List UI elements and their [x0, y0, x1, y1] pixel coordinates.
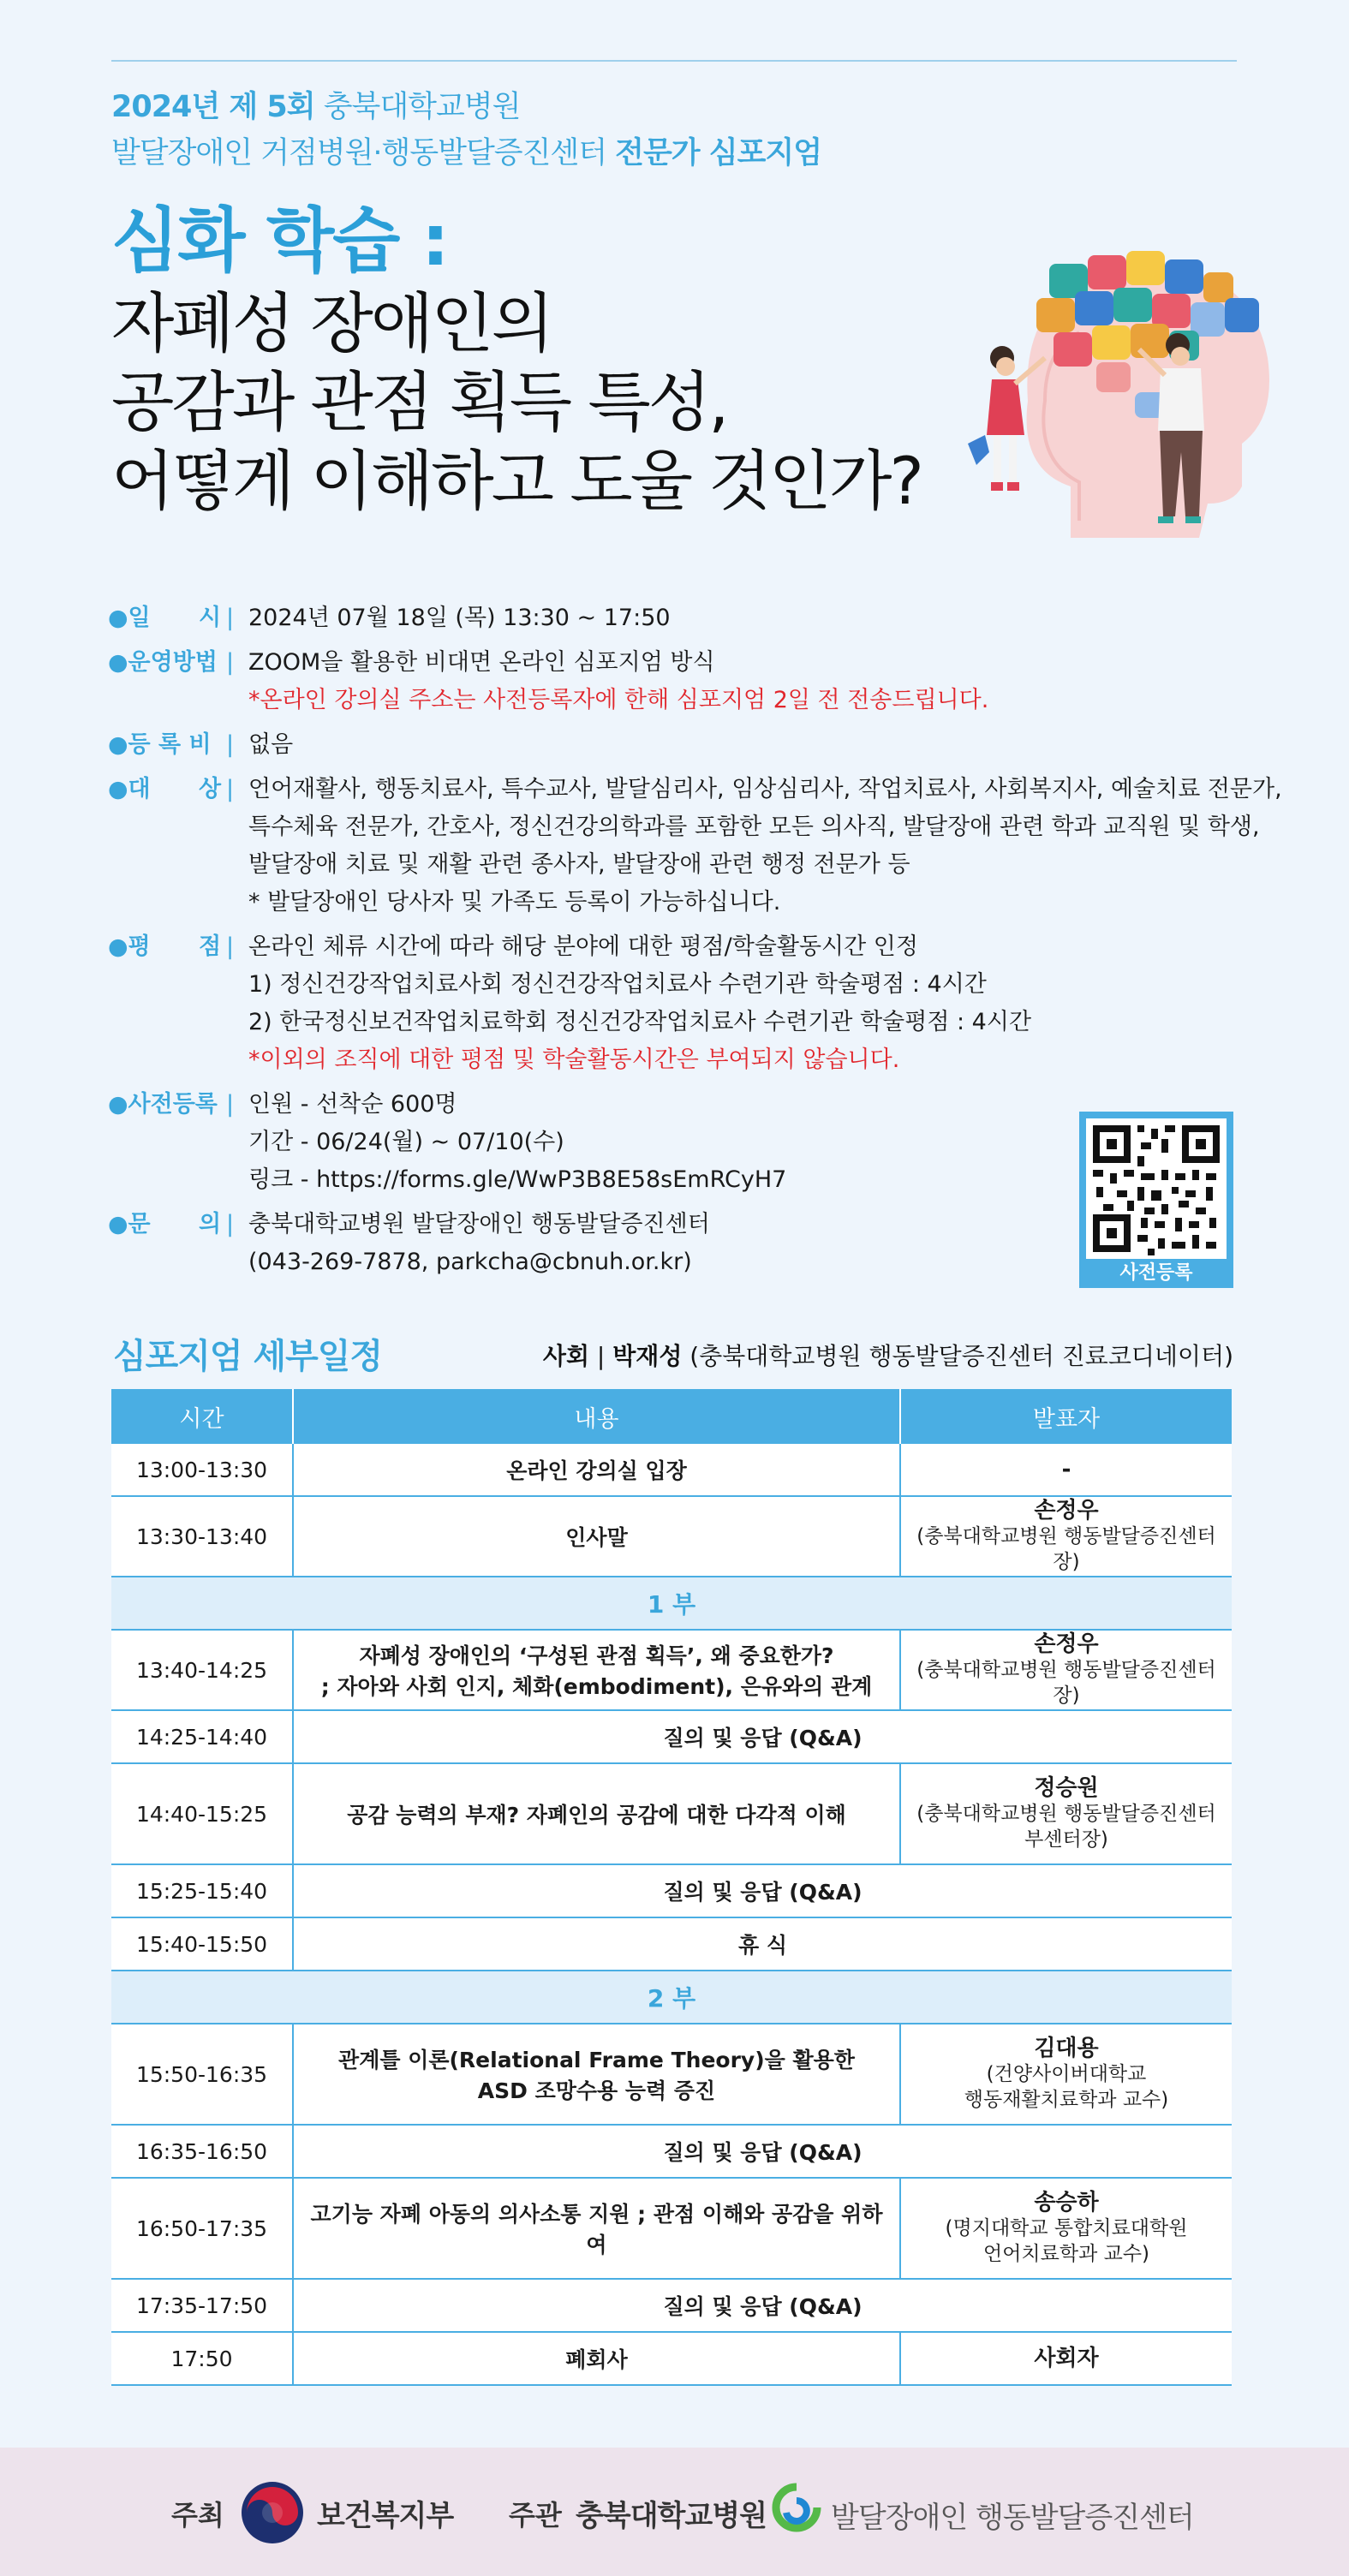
target-line: 언어재활사, 행동치료사, 특수교사, 발달심리사, 임상심리사, 작업치료사, 사회복지사, 예술치료 전문가,	[248, 776, 1282, 802]
row-speaker	[900, 2178, 1232, 2279]
table-row	[111, 1763, 1232, 1864]
organizer-hospital: 충북대학교병원	[576, 2499, 767, 2533]
event-header	[111, 84, 968, 176]
table-row	[111, 1710, 1232, 1763]
host-center: 발달장애인 거점병원·행동발달증진센터	[111, 136, 616, 170]
info-date	[108, 599, 1273, 637]
separator: |	[226, 649, 235, 676]
info-fee	[108, 726, 1273, 764]
separator: |	[589, 1342, 613, 1370]
target-line: 특수체육 전문가, 간호사, 정신건강의학과를 포함한 모든 의사직, 발달장애 관련 학과 교직원 및 학생,	[248, 814, 1260, 840]
speaker-affiliation: 언어치료학과 교수)	[982, 2243, 1150, 2265]
host-organization: 보건복지부	[317, 2499, 454, 2533]
speaker-affiliation: (충북대학교병원 행동발달증진센터	[916, 1803, 1216, 1825]
contact-details: (043-269-7878, parkcha@cbnuh.or.kr)	[248, 1249, 692, 1275]
qr-code-icon	[1086, 1118, 1227, 1259]
method-value: ZOOM을 활용한 비대면 온라인 심포지엄 방식	[248, 649, 715, 676]
row-time: 15:40-15:50	[111, 1917, 293, 1971]
row-time: 16:50-17:35	[111, 2178, 293, 2279]
info-target	[108, 771, 1282, 921]
schedule-table	[111, 1389, 1232, 2386]
date-value: 2024년 07월 18일 (목) 13:30 ~ 17:50	[248, 605, 671, 631]
speaker-affiliation: (건양사이버대학교	[986, 2063, 1147, 2085]
table-row	[111, 1496, 1232, 1577]
table-header-row	[111, 1389, 1232, 1444]
separator: |	[226, 605, 235, 631]
moderator-affiliation: (충북대학교병원 행동발달증진센터 진료코디네이터)	[682, 1342, 1233, 1370]
puzzle-head-illustration	[968, 230, 1285, 555]
method-label: ●운영방법	[108, 649, 218, 676]
table-row	[111, 1630, 1232, 1710]
row-time: 13:30-13:40	[111, 1496, 293, 1577]
row-speaker	[900, 1763, 1232, 1864]
contact-org: 충북대학교병원 발달장애인 행동발달증진센터	[248, 1211, 710, 1237]
speaker-affiliation: (명지대학교 통합치료대학원	[945, 2217, 1188, 2239]
row-content: 질의 및 응답 (Q&A)	[293, 2125, 1232, 2178]
table-row	[111, 2332, 1232, 2385]
row-speaker	[900, 1630, 1232, 1710]
row-time: 14:40-15:25	[111, 1763, 293, 1864]
info-method	[108, 644, 1273, 719]
target-line: * 발달장애인 당사자 및 가족도 등록이 가능하십니다.	[248, 889, 781, 915]
separator: |	[226, 776, 235, 802]
fee-label: ●등 록 비	[108, 731, 212, 758]
page-title	[111, 199, 1011, 521]
section-label: 1 부	[111, 1577, 1232, 1630]
row-content: 질의 및 응답 (Q&A)	[293, 2279, 1232, 2332]
column-header-time: 시간	[111, 1389, 293, 1444]
target-label: ●대 상	[108, 776, 222, 802]
row-content: 고기능 자폐 아동의 의사소통 지원 ; 관점 이해와 공감을 위하여	[293, 2178, 900, 2279]
row-content: 인사말	[293, 1496, 900, 1577]
title-line-2: 자폐성 장애인의	[111, 285, 552, 361]
top-divider	[111, 60, 1237, 62]
row-time: 15:50-16:35	[111, 2024, 293, 2125]
separator: |	[226, 1091, 235, 1118]
center-logo-icon	[771, 2482, 822, 2537]
row-content	[293, 1630, 900, 1710]
table-row	[111, 1444, 1232, 1496]
speaker-affiliation: (충북대학교병원 행동발달증진센터장)	[916, 1525, 1216, 1573]
info-credit	[108, 928, 1273, 1079]
content-line: ASD 조망수용 능력 증진	[477, 2078, 716, 2103]
credit-line: 온라인 체류 시간에 따라 해당 분야에 대한 평점/학술활동시간 인정	[248, 933, 918, 960]
section-label: 2 부	[111, 1971, 1232, 2024]
separator: |	[226, 1211, 235, 1237]
row-speaker	[900, 1444, 1232, 1496]
title-line-1: 심화 학습 :	[111, 200, 448, 282]
content-line: 자폐성 장애인의 ‘구성된 관점 획득’, 왜 중요한가?	[359, 1643, 834, 1668]
row-content: 온라인 강의실 입장	[293, 1444, 900, 1496]
qr-caption: 사전등록	[1119, 1262, 1193, 1284]
hospital-name: 충북대학교병원	[314, 90, 521, 124]
column-header-speaker: 발표자	[900, 1389, 1232, 1444]
row-time: 17:50	[111, 2332, 293, 2385]
row-speaker	[900, 2332, 1232, 2385]
register-capacity: 인원 - 선착순 600명	[248, 1091, 457, 1118]
speaker-name: 손정우	[1034, 1498, 1099, 1524]
credit-line: 1) 정신건강작업치료사회 정신건강작업치료사 수련기관 학술평점 : 4시간	[248, 971, 987, 998]
table-row	[111, 2125, 1232, 2178]
organizer-center: 발달장애인 행동발달증진센터	[831, 2501, 1194, 2535]
row-time: 13:00-13:30	[111, 1444, 293, 1496]
register-period: 기간 - 06/24(월) ~ 07/10(수)	[248, 1129, 564, 1155]
row-time: 14:25-14:40	[111, 1710, 293, 1763]
speaker-name: 손정우	[1034, 1631, 1099, 1657]
title-line-4: 어떻게 이해하고 도울 것인가?	[111, 443, 922, 519]
event-type: 전문가 심포지엄	[615, 136, 822, 170]
speaker-name: -	[1061, 1457, 1071, 1482]
footer-sponsors	[0, 2448, 1349, 2576]
speaker-affiliation: 부센터장)	[1024, 1828, 1108, 1851]
event-edition	[111, 84, 968, 130]
row-content	[293, 2024, 900, 2125]
separator: |	[226, 731, 235, 758]
credit-label: ●평 점	[108, 933, 222, 960]
speaker-name: 사회자	[1034, 2346, 1099, 2371]
credit-note: *이외의 조직에 대한 평점 및 학술활동시간은 부여되지 않습니다.	[248, 1046, 900, 1073]
row-speaker	[900, 2024, 1232, 2125]
target-line: 발달장애 치료 및 재활 관련 종사자, 발달장애 관련 행정 전문가 등	[248, 851, 910, 878]
table-row	[111, 2178, 1232, 2279]
separator: |	[226, 933, 235, 960]
moderator-role: 사회	[542, 1342, 589, 1370]
row-speaker	[900, 1496, 1232, 1577]
row-content: 질의 및 응답 (Q&A)	[293, 1864, 1232, 1917]
row-time: 16:35-16:50	[111, 2125, 293, 2178]
organizer-label: 주관	[509, 2499, 562, 2531]
table-row	[111, 1864, 1232, 1917]
row-content: 폐회사	[293, 2332, 900, 2385]
row-time: 13:40-14:25	[111, 1630, 293, 1710]
section-row	[111, 1577, 1232, 1630]
method-note: *온라인 강의실 주소는 사전등록자에 한해 심포지엄 2일 전 전송드립니다.	[248, 687, 989, 713]
speaker-name: 송승하	[1034, 2190, 1099, 2215]
row-content: 질의 및 응답 (Q&A)	[293, 1710, 1232, 1763]
date-label: ●일 시	[108, 605, 222, 631]
schedule-title: 심포지엄 세부일정	[113, 1337, 383, 1376]
moderator-name: 박재성	[612, 1342, 683, 1370]
title-line-3: 공감과 관점 획득 특성,	[111, 364, 727, 440]
speaker-name: 정승원	[1034, 1775, 1099, 1801]
row-content: 휴 식	[293, 1917, 1232, 1971]
table-row	[111, 2279, 1232, 2332]
speaker-affiliation: 행동재활치료학과 교수)	[964, 2089, 1169, 2111]
content-line: ; 자아와 사회 인지, 체화(embodiment), 은유와의 관계	[320, 1674, 873, 1699]
credit-line: 2) 한국정신보건작업치료학회 정신건강작업치료사 수련기관 학술평점 : 4시간	[248, 1009, 1032, 1035]
fee-value: 없음	[248, 731, 294, 758]
ministry-logo-icon	[240, 2480, 305, 2545]
table-row	[111, 2024, 1232, 2125]
row-time: 17:35-17:50	[111, 2279, 293, 2332]
column-header-content: 내용	[293, 1389, 900, 1444]
row-time: 15:25-15:40	[111, 1864, 293, 1917]
content-line: 관계틀 이론(Relational Frame Theory)을 활용한	[338, 2048, 855, 2072]
edition-number: 2024년 제 5회	[111, 90, 315, 124]
speaker-affiliation: (충북대학교병원 행동발달증진센터장)	[916, 1659, 1216, 1707]
register-label: ●사전등록	[108, 1091, 218, 1118]
contact-label: ●문 의	[108, 1211, 222, 1237]
moderator-info	[543, 1338, 1233, 1372]
register-link[interactable]: 링크 - https://forms.gle/WwP3B8E58sEmRCyH7	[248, 1166, 787, 1193]
host-label: 주최	[171, 2499, 224, 2531]
section-row	[111, 1971, 1232, 2024]
registration-qr-code[interactable]	[1079, 1112, 1233, 1288]
event-host	[111, 130, 968, 176]
row-content: 공감 능력의 부재? 자폐인의 공감에 대한 다각적 이해	[293, 1763, 900, 1864]
table-row	[111, 1917, 1232, 1971]
speaker-name: 김대용	[1034, 2036, 1099, 2061]
